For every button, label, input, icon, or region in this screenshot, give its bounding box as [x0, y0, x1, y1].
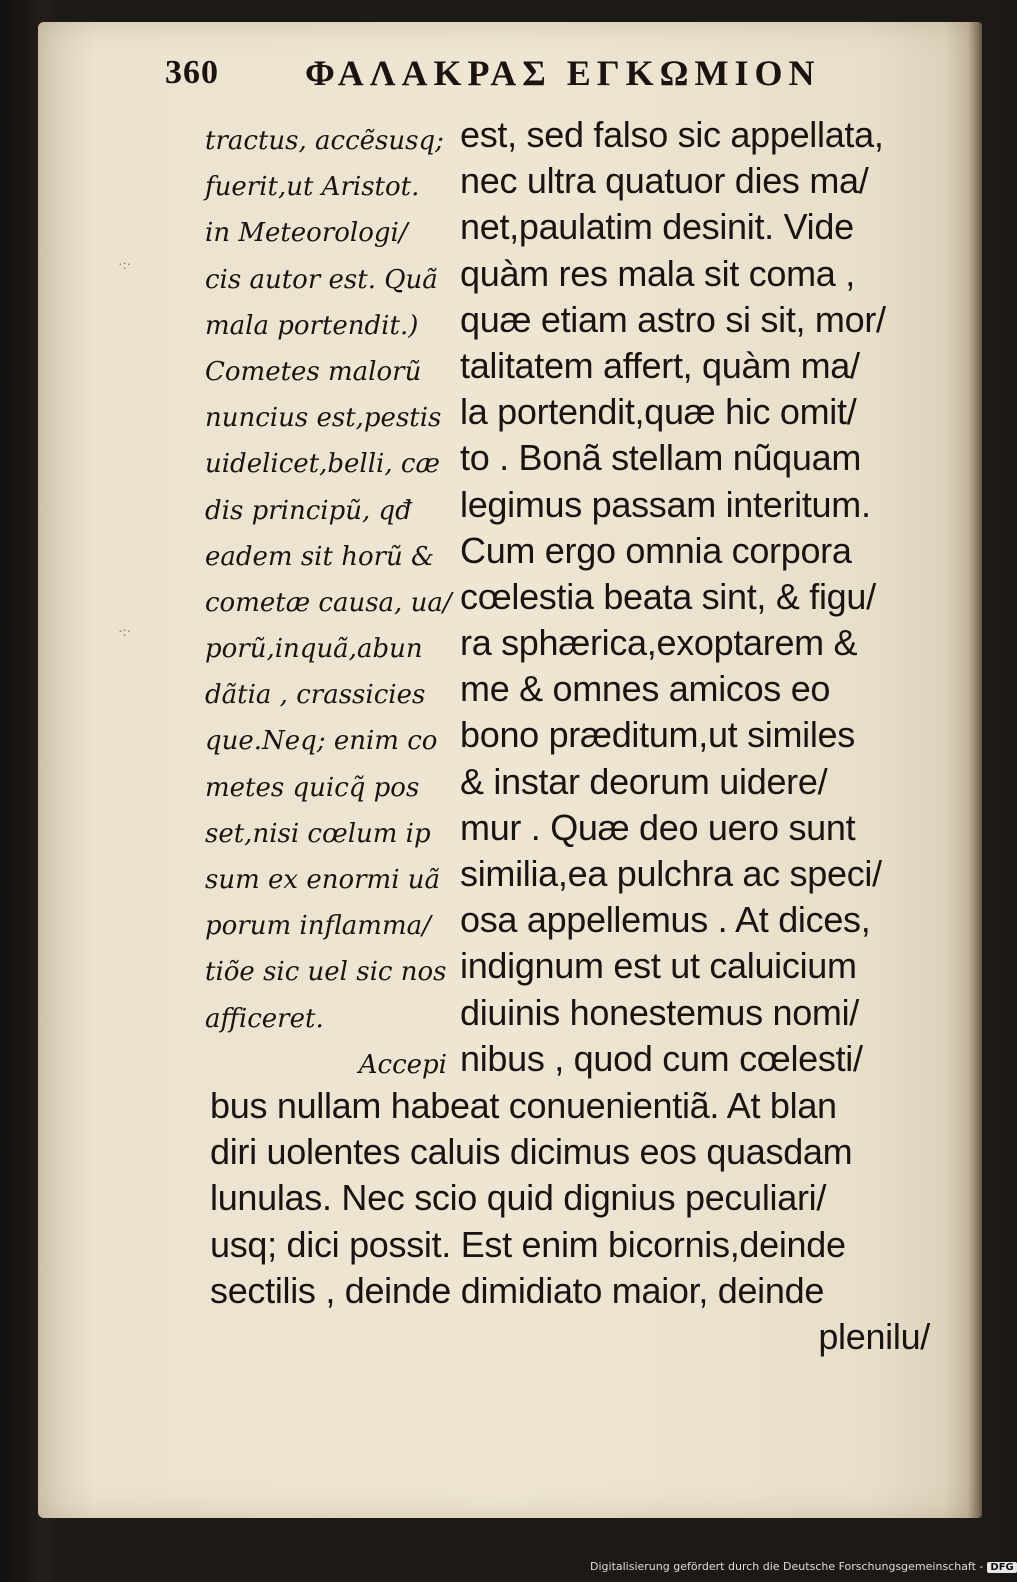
- margin-mark: ·:·: [118, 258, 132, 273]
- margin-mark: ·:·: [118, 625, 132, 640]
- dfg-logo: DFG: [987, 1562, 1016, 1573]
- gloss-line: tractus, accẽsusq;: [205, 126, 444, 156]
- text-line: cœlestia beata sint, & figu/: [460, 575, 876, 617]
- text-line: nibus , quod cum cœlesti/: [460, 1037, 863, 1079]
- text-line: indignum est ut caluicium: [460, 945, 857, 987]
- gloss-line: que.Neq; enim co: [205, 726, 438, 757]
- gloss-line: tiõe sic uel sic nos: [205, 957, 447, 988]
- gloss-line: nuncius est,pestis: [205, 403, 442, 434]
- text-line: talitatem affert, quàm ma/: [460, 344, 860, 386]
- gloss-line: porum inflamma/: [205, 911, 431, 942]
- gloss-line: dãtia , crassicies: [205, 680, 426, 711]
- text-line: la portendit,quæ hic omit/: [460, 391, 857, 433]
- text-line: diri uolentes caluis dicimus eos quasdam: [210, 1131, 853, 1173]
- page-number: 360: [165, 54, 219, 91]
- text-line: net,paulatim desinit. Vide: [460, 206, 854, 248]
- gloss-line: in Meteorologi/: [205, 218, 408, 249]
- gloss-line: afficeret.: [205, 1003, 324, 1034]
- gloss-line: dis principũ, qđ: [205, 495, 412, 526]
- text-line: & instar deorum uidere/: [460, 760, 828, 802]
- text-line: to . Bonã stellam nũquam: [460, 437, 862, 479]
- text-line: sectilis , deinde dimidiato maior, deinde: [210, 1269, 825, 1311]
- text-line: similia,ea pulchra ac speci/: [460, 853, 882, 894]
- gloss-line: metes quicq̃ pos: [205, 772, 420, 803]
- text-line: usq; dici possit. Est enim bicornis,deinde: [210, 1223, 846, 1265]
- text-line: osa appellemus . At dices,: [460, 899, 871, 941]
- credit-text: Digitalisierung gefördert durch die Deutsche Forschungsgemeinschaft -: [590, 1560, 984, 1573]
- gloss-line: cometæ causa, ua/: [205, 587, 452, 618]
- text-line: ra sphærica,exoptarem &: [460, 622, 858, 664]
- marginal-gloss: [205, 118, 453, 1088]
- text-line: est, sed falso sic appellata,: [460, 114, 884, 155]
- text-line: legimus passam interitum.: [460, 483, 871, 525]
- gloss-line: cis autor est. Quã: [205, 264, 438, 295]
- gloss-line: fuerit,ut Aristot.: [205, 172, 420, 203]
- gloss-line: sum ex enormi uã: [205, 865, 441, 895]
- page-header: [165, 48, 845, 100]
- gloss-line: porũ,inquã,abun: [205, 634, 423, 665]
- gloss-line: mala portendit.): [205, 310, 419, 341]
- text-line: diuinis honestemus nomi/: [460, 991, 860, 1033]
- text-line: plenilu/: [818, 1315, 930, 1357]
- text-line: nec ultra quatuor dies ma/: [460, 160, 869, 202]
- gloss-line: eadem sit horũ &: [205, 541, 435, 572]
- digitization-credit: [590, 1560, 1014, 1580]
- text-line: quàm res mala sit coma ,: [460, 252, 855, 294]
- gloss-line: set,nisi cœlum ip: [205, 818, 431, 849]
- text-line: mur . Quæ deo uero sunt: [460, 806, 856, 848]
- gloss-line: Accepi: [358, 1049, 447, 1080]
- text-line: bono præditum,ut similes: [460, 714, 855, 756]
- text-line: Cum ergo omnia corpora: [460, 529, 852, 571]
- page-edge-shadow: [968, 22, 982, 1518]
- text-line: bus nullam habeat conuenientiã. At blan: [210, 1085, 837, 1126]
- text-line: lunulas. Nec scio quid dignius peculiari/: [210, 1177, 827, 1219]
- running-title: ΦΑΛΑΚΡΑΣ ΕΓΚΩΜΙΟΝ: [305, 53, 821, 93]
- gloss-line: uidelicet,belli, cæ: [205, 449, 440, 480]
- text-line: quæ etiam astro si sit, mor/: [460, 298, 886, 340]
- gloss-line: Cometes malorũ: [205, 356, 422, 387]
- main-text-column: [460, 112, 930, 1082]
- text-line: me & omnes amicos eo: [460, 668, 831, 710]
- full-width-text: [210, 1083, 930, 1360]
